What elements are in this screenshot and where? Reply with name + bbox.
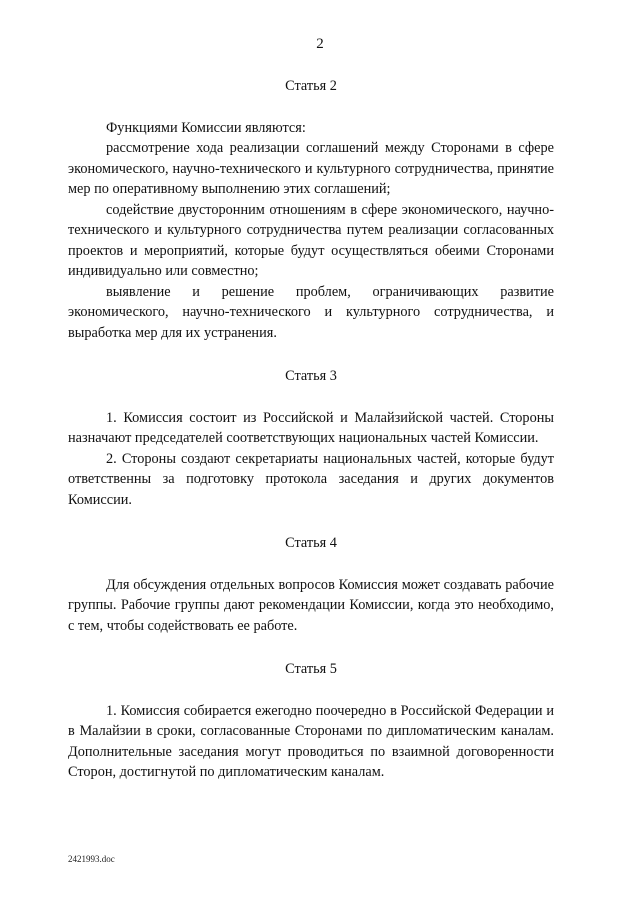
article-4-para-1: Для обсуждения отдельных вопросов Комиссия может создавать рабочие группы. Рабочие группы дают рекомендации Комиссии, когда это необходимо, с тем, чтобы содействовать ее работе. [68,576,554,634]
page-number: 2 [316,36,324,52]
article-4-heading: Статья 4 [285,535,337,551]
article-2-item-1: рассмотрение хода реализации соглашений между Сторонами в сфере экономического, научно-технического и культурного сотрудничества, принятие мер по оперативному выполнению этих соглашений; [68,140,554,197]
document-body [68,76,554,783]
article-3-heading: Статья 3 [285,368,337,384]
article-3-para-1: 1. Комиссия состоит из Российской и Малайзийской частей. Стороны назначают председателей соответствующих национальных частей Комиссии. [68,409,554,446]
article-5-heading: Статья 5 [285,661,337,677]
article-2-intro: Функциями Комиссии являются: [106,119,306,136]
article-2-item-3: выявление и решение проблем, ограничивающих развитие экономического, научно-технического и культурного сотрудничества, и выработка мер для их устранения. [68,283,554,341]
file-name-footer: 2421993.doc [68,854,115,864]
article-2-heading: Статья 2 [285,78,337,94]
article-5-para-1: 1. Комиссия собирается ежегодно поочередно в Российской Федерации и в Малайзии в сроки, согласованные Сторонами по дипломатическим каналам. Дополнительные заседания могут проводиться по взаимной договоренности Сторон, достигнутой по дипломатическим каналам. [68,702,554,780]
article-3-para-2: 2. Стороны создают секретариаты национальных частей, которые будут ответственны за подготовку протокола заседания и других документов Комиссии. [68,450,554,508]
article-2-item-2: содействие двусторонним отношениям в сфере экономического, научно-технического и культурного сотрудничества путем реализации согласованных проектов и мероприятий, которые будут осуществляться обеими Сторонами индивидуально или совместно; [68,201,554,279]
